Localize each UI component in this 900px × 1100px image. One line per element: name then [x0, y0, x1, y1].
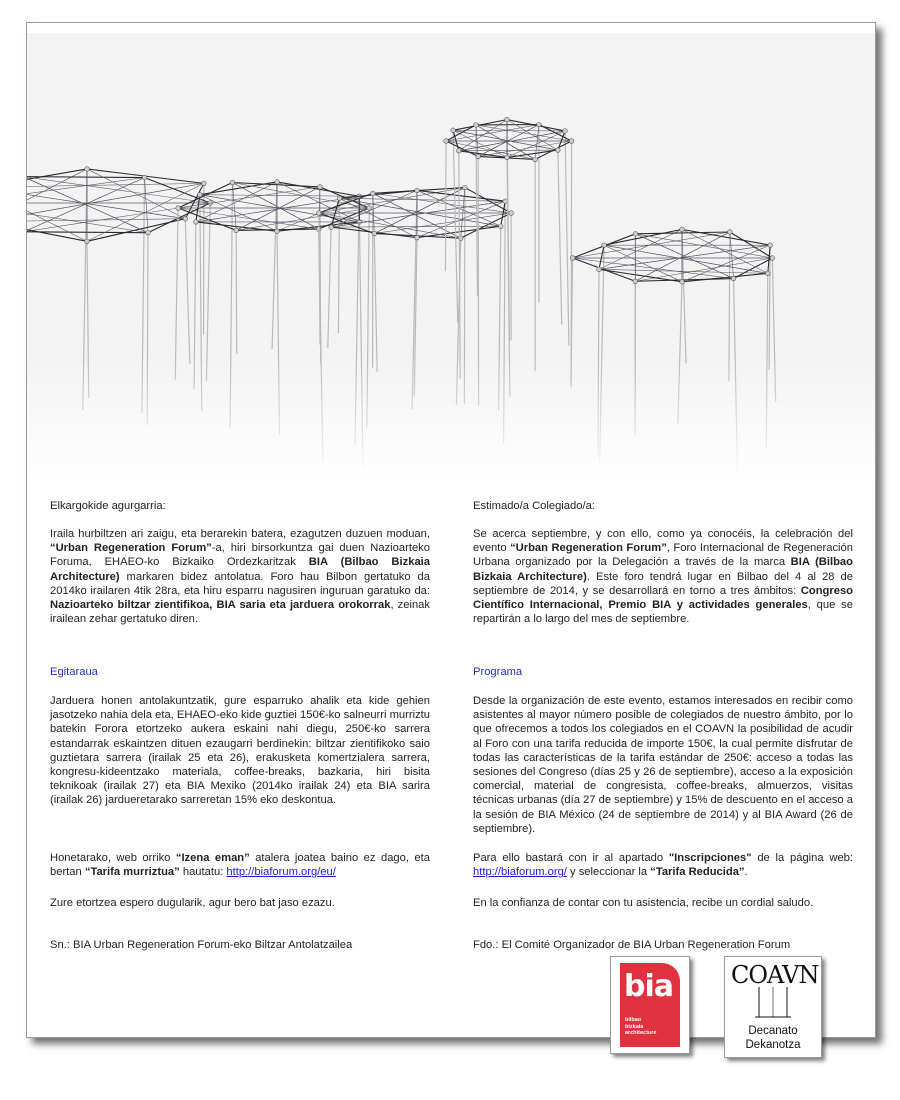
- closing-line: Zure etortzea espero dugularik, agur bero bat jaso ezazu.: [50, 897, 335, 909]
- coavn-column-icon: [755, 987, 791, 1021]
- section-heading-program: Egitaraua: [50, 666, 98, 678]
- program-paragraph: Jarduera honen antolakuntzatik, gure esparruko ahalik eta kide gehien jasotzeko nahia dela eta, EHAEO-eko kide guztiei 150€-ko salneurri murriztu batekin Forora etortzeko aukera eskaini nahi diegu, 250€-ko sarrera estandarrak eskaintzen dituen ezaugarri berdinekin: biltzar zientifikoko saio guztietara sarrera (irailak 25 eta 26), erakusketa komertzialera sarrera, kongresu-kideentzako materiala, coffee-breaks, bazkaria, hiri bisita teknikoak (irailak 27) eta BIA Mexiko (2014ko irailak 24) eta BIA sarira (irailak 26) jardueretarako sarreretan 15% eko deskontua.: [50, 695, 430, 807]
- howto-paragraph: Honetarako, web orriko “Izena eman” atalera joatea baino ez dago, eta bertan “Tarifa murriztua” hautatu: http://biaforum.org/eu/: [50, 852, 430, 879]
- hero-image-pin-structures: [27, 33, 875, 483]
- intro-paragraph: Se acerca septiembre, y con ello, como ya conocéis, la celebración del evento “Urban Regeneration Forum”, Foro Internacional de Regeneración Urbana organizado por la Delegación a través de la marca BIA (Bilbao Bizkaia Architecture). Este foro tendrá lugar en Bilbao del 4 al 28 de septiembre de 2014, y se desarrollará en torno a tres ámbitos: Congreso Científico Internacional, Premio BIA y actividades generales, que se repartirán a lo largo del mes de septiembre.: [473, 528, 854, 626]
- coavn-caption-decanato: Decanato: [748, 1025, 798, 1037]
- greeting: Estimado/a Colegiado/a:: [473, 500, 595, 512]
- bia-logo-subtitle: bilbao bizkaia architecture: [625, 1017, 657, 1036]
- howto-paragraph: Para ello bastará con ir al apartado "Inscripciones" de la página web: http://biaforum.org/ y seleccionar la “Tarifa Reducida”.: [473, 852, 853, 879]
- signature-line: Sn.: BIA Urban Regeneration Forum-eko Biltzar Antolatzailea: [50, 939, 353, 951]
- letter-sheet: [26, 22, 876, 1038]
- greeting: Elkargokide agurgarria:: [50, 500, 166, 512]
- signature-line: Fdo.: El Comité Organizador de BIA Urban Regeneration Forum: [473, 939, 791, 951]
- section-heading-program: Programa: [473, 666, 523, 678]
- forum-link[interactable]: http://biaforum.org/: [473, 866, 567, 879]
- bia-logo-mark: [620, 963, 680, 1047]
- bia-logo-word: bia: [624, 969, 674, 1004]
- coavn-logo-mark: COAVN: [731, 961, 819, 989]
- closing-line: En la confianza de contar con tu asistencia, recibe un cordial saludo.: [473, 897, 814, 909]
- bia-logo: [610, 956, 690, 1054]
- coavn-logo: [724, 956, 822, 1058]
- forum-link[interactable]: http://biaforum.org/eu/: [226, 866, 336, 879]
- program-paragraph: Desde la organización de este evento, estamos interesados en recibir como asistentes al mayor número posible de colegiados de nuestro ámbito, por lo que ofrecemos a todos los colegiados en el COAVN la posibilidad de acudir al Foro con una tarifa reducida de importe 150€, la cual permite disfrutar de todas las características de la tarifa estándar de 250€: acceso a todas las sesiones del Congreso (días 25 y 26 de septiembre), acceso a la exposición comercial, material de congresista, coffee-breaks, almuerzos, visitas técnicas urbanas (día 27 de septiembre) y 15% de descuento en el acceso a la sesión de BIA México (24 de septiembre de 2014) y al BIA Award (26 de septiembre).: [473, 695, 853, 835]
- coavn-caption-dekanotza: Dekanotza: [745, 1039, 801, 1051]
- intro-paragraph: Iraila hurbiltzen ari zaigu, eta berarekin batera, ezagutzen duzuen moduan, “Urban Regeneration Forum”-a, hiri birsorkuntza gai duen Nazioarteko Foruma, EHAEO-ko Bizkaiko Ordezkaritzak BIA (Bilbao Bizkaia Architecture) markaren bidez antolatua. Foro hau Bilbon gertatuko da 2014ko irailaren 4tik 28ra, eta hiru esparru nagusiren inguruan garatuko da: Nazioarteko biltzar zientifikoa, BIA saria eta jarduera orokorrak, zeinak irailean zehar gertatuko diren.: [50, 528, 430, 626]
